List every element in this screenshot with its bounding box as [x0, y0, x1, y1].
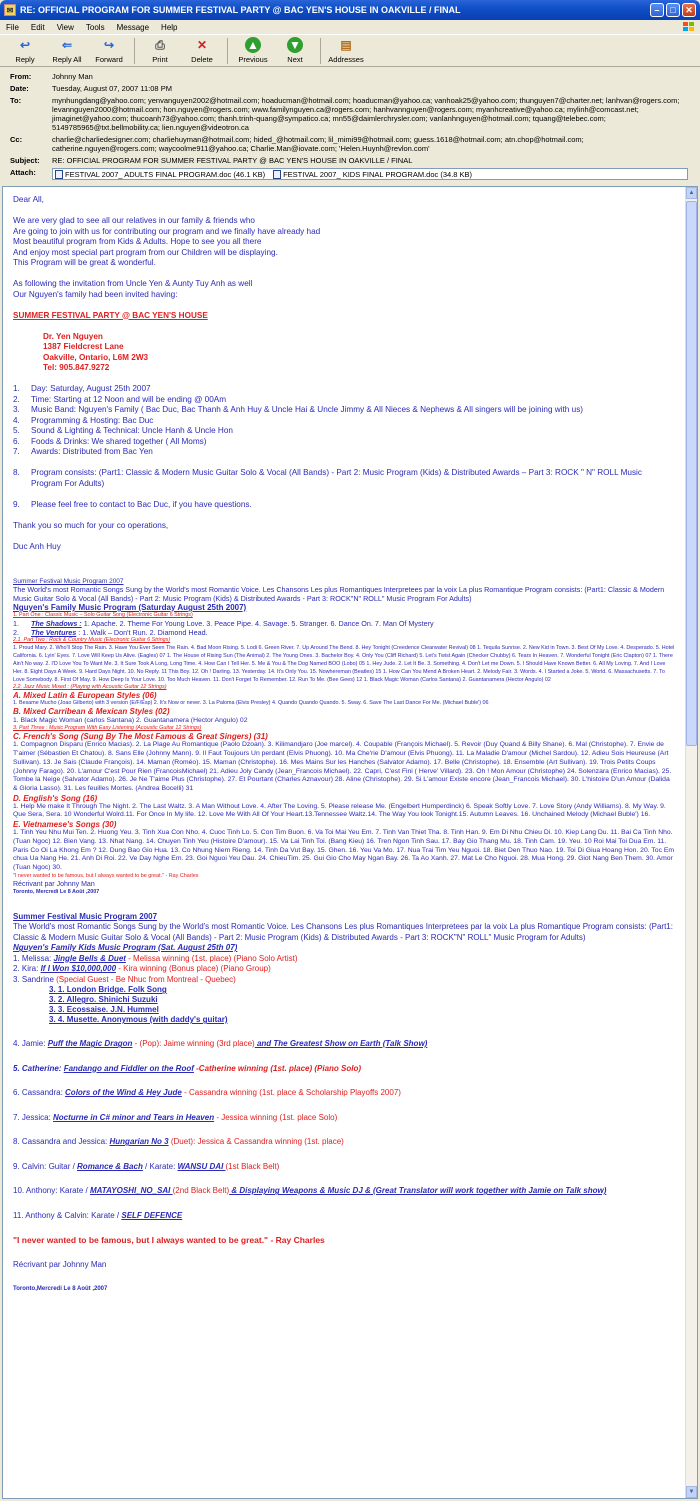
signoff: Duc Anh Huy: [13, 541, 61, 551]
menu-message[interactable]: Message: [116, 22, 150, 32]
invitation-letter: Dear All, We are very glad to see all our relatives in our family & friends who Are going to join with us for contributing our program and we finally have already had Most beautiful program from Kids & Adults. Hope to see you all there And enjoy most special part program from our Children will be displaying. This Program will be great & wonderful. As following the invitation from Uncle Yen & Aunty Tuy Anh as well Our Nguyen's family had been invited having: SUMMER FESTIVAL PARTY @ BAC YEN'S HOUSE Dr. Yen Nguyen 1387 Fieldcrest Lane Oakville, Ontario, L6M 2W3 Tel: 905.847.9272 1. Day: Saturday, August 25th 2007 2. Time: Starting at 12 Noon and will be ending @ 00Am 3. Music Band: Nguyen's Family ( Bac Duc, Bac Thanh & Anh Huy & Uncle Hai & Uncle Jimmy & All Nieces & Nephews & All singers will be joining with us) 4. Programming & Hosting: Bac Duc 5. Sound & Lighting & Technical: Uncle Hanh & Uncle Hon 6. Foods & Drinks: We shared together ( All Moms) 7. Awards: Distributed from Bac Yen 8. Program consists: (Part1: Classic & Modern Music Guitar Solo & Vocal (All Bands) - Part 2: Music Program (Kids) & Distributed Awards – Part 3: ROCK " N" ROLL Music Program For Adults) 9. Please feel free to contact to Bac Duc, if you have questions. Thank you so much for your co operations, Duc Anh Huy: [13, 195, 675, 552]
program-intro: The World's most Romantic Songs Sung by the World's most Romantic Voice. Les Chansons Les plus Romantiques Interpretees par la voix La plus Romantique Program consists: (Part1: Classic & Modern Music Guitar Solo & Vocal (All Bands) - Part 2: Music Program (Kids) & Distributed Awards - Part 3: ROCK"N" ROLL" Music Program For Adults): [13, 585, 665, 603]
rock-country-songs: 1. Proud Mary. 2. Who'll Stop The Rain. 3. Have You Ever Seen The Rain. 4. Bad Moon Rising. 5. Lodi 6. Green River. 7. Up Around The Bend. 8. Hey Tonight (Creedence Clearwater Revival) 08 1. Tequila Sunrise. 2. New Kid in Town. 3. Best Of My Love. 4. Desperado. 5. Hotel California. 6. Lyin' Eyes. 7. Love Will Keep Us Alive. (Eagles) 07 1. The House of Rising Sun (The Animal) 2. The Young Ones. 3. Bachelor Boy. 4. Only You (Cliff Richard) 5. Let's Twist Again (Checker Chubby) 6. Tears In Heaven. 7. Wonderful Tonight (Eric Clapton) 07 1. There Ain't No way. 2. I'D Love You To Want Me. 3. It Sure Took A Long, Long Time. 4. How Can I Tell Her. 5. Me & You & The Dog Named BOO (Lobo) 05 1. Hey Jude. 2. Let It Be. 3. Something. 4. Don't Let me Down. 5. I Should Have Known Better. 6. All My Loving. 7. And I Love Her. 8. Eight Days A Week. 9. Hard Days Night. 10. No Reply. 11 This Boy. 12. Oh ! Darling. 13. Yesterday. 14. It's Only You. 15. Nowhereman (Beatles) 15 1. How Can You Mend A Broken Heart. 2. Melody Fair. 3. Words. 4. I Started a Joke. 5. World. 6. Massachusetts. 7. To Love Somebody. 8. First Of May. 9. How Deep Is Your Love. 10. Too Much Heaven. 11. Don't Forget To Remember. 12. Run To Me. (Bee Gees) 12 1. Black Magic Woman (Carlos Santana) 2. Guantanamera (Hector Angulo) 02: [13, 645, 675, 684]
program-intro: The World's most Romantic Songs Sung by the World's most Romantic Voice. Les Chansons Les plus Romantiques Interpretees par la voix La plus Romantique Program consists: (Part1: Classic & Modern Music Guitar Solo & Vocal (All Bands) - Part 2: Music Program (Kids) & Distributed Awards - Part 3: ROCK"N" ROLL" Music Program for Adults): [13, 922, 673, 942]
program-heading: Nguyen's Family Music Program (Saturday August 25th 2007): [13, 603, 247, 612]
list-item: 7. Awards: Distributed from Bac Yen: [13, 447, 153, 456]
subject-label: Subject:: [10, 156, 40, 165]
from-value: Johnny Man: [52, 72, 93, 81]
kids-program: Summer Festival Music Program 2007 The World's most Romantic Songs Sung by the World's most Romantic Voice. Les Chansons Les plus Romantiques Interpretees par la voix La plus Romantique Program consists: (Part1: Classic & Modern Music Guitar Solo & Vocal (All Bands) - Part 2: Music Program (Kids) & Distributed Awards - Part 3: ROCK"N" ROLL" Music Program for Adults) Nguyen's Family Kids Music Program (Sat. August 25th 07) 1. Melissa: Jingle Bells & Duet - Melissa winning (1st. place) (Piano Solo Artist) 2. Kira: If I Won $10,000,000 - Kira winning (Bonus place) (Piano Group) 3. Sandrine (Special Guest - Be Nhuc from Montreal - Quebec) 3. 1. London Bridge. Folk Song 3. 2. Allegro. Shinichi Suzuki 3. 3. Ecossaise. J.N. Hummel 3. 4. Musette. Anonymous (with daddy's guitar) 4. Jamie: Puff the Magic Dragon - (Pop): Jaime winning (3rd place) and The Greatest Show on Earth (Talk Show) 5. Catherine: Fandango and Fiddler on the Roof -Catherine winning (1st. place) (Piano Solo) 6. Cassandra: Colors of the Wind & Hey Jude - Cassandra winning (1st. place & Scholarship Playoffs 2007) 7. Jessica: Nocturne in C# minor and Tears in Heaven - Jessica winning (1st. place Solo) 8. Cassandra and Jessica: Hungarian No 3 (Duet): Jessica & Cassandra winning (1st. place) 9. Calvin: Guitar / Romance & Bach / Karate: WANSU DAI (1st Black Belt) 10. Anthony: Karate / MATAYOSHI_NO_SAI (2nd Black Belt) & Displaying Weapons & Music DJ & (Great Translator will work together with Jamie on Talk show) 11. Anthony & Calvin: Karate / SELF DEFENCE "I never wanted to be famous, but I always wanted to be great." - Ray Charles Récrivant par Johnny Man Toronto,Mercredi Le 8 Août ,2007: [13, 912, 675, 1295]
to-value: mynhungdang@yahoo.com; yenvanguyen2002@hotmail.com; hoaducman@hotmail.com; hoaducman@yahoo.ca; vanhoak25@yahoo.com; thunguyen7@charter.net; lanhvan@rogers.com; levannguyen2000@hotmail.com; hon.nguyen@rogers.com; www.familynguyen.ca@rogers.com; hanhvannguyen@rogers.com; myanhcreative@yahoo.ca; mylinh@comcast.net; jimaginet@yahoo.com; thucoanh73@yahoo.com; thanh.trinh-quang@sympatico.ca; mn55@daimlerchrysler.com; vanlanhnguyen@hotmail.com; tquang@telebec.com; 5149785965@txt.bellmobility.ca; lien.nguyen@videotron.ca: [52, 96, 680, 132]
toolbar-separator: [134, 38, 135, 64]
scroll-up-icon[interactable]: ▲: [686, 187, 697, 199]
addresses-button[interactable]: ▤ Addresses: [328, 38, 364, 64]
attach-label: Attach:: [10, 168, 36, 177]
vertical-scrollbar[interactable]: [685, 187, 697, 1498]
toolbar-separator: [227, 38, 228, 64]
menu-tools[interactable]: Tools: [85, 22, 105, 32]
windows-logo-icon: [682, 21, 696, 33]
list-item: 9. Please feel free to contact to Bac Duc, if you have questions.: [13, 499, 252, 509]
close-button[interactable]: ✕: [682, 3, 696, 17]
cc-value: charlie@charliedesigner.com; charliehuyman@hotmail.com; hided_@hotmail.com; lil_mimi99@hotmail.com; guess.1618@hotmail.com; atn.chop@hotmail.com; catherine.nguyen@rogers.com; waycoolme911@yahoo.ca; Charlie.Man@iovate.com; 'Helen.Huynh@revlon.com': [52, 135, 584, 153]
scroll-down-icon[interactable]: ▼: [686, 1486, 697, 1498]
party-address: Dr. Yen Nguyen 1387 Fieldcrest Lane Oakville, Ontario, L6M 2W3 Tel: 905.847.9272: [43, 331, 149, 372]
list-item: 6. Foods & Drinks: We shared together ( All Moms): [13, 436, 207, 446]
menu-bar: [0, 20, 700, 35]
program-heading: Nguyen's Family Kids Music Program (Sat. August 25th 07): [13, 943, 238, 953]
forward-button[interactable]: ↪ Forward: [95, 38, 123, 64]
next-icon: ▼: [287, 37, 303, 53]
word-doc-icon: [55, 170, 63, 179]
french-songs: 1. Compagnon Disparu (Enrico Macias). 2. La Plage Au Romantique (Paolo Dzoan). 3. Kilimandjaro (Joe marcel). 4. Coupable (François Michael). 5. Revoir (Duy Quand & Billy Shane). 6. Mal (Christophe). 7. Envie de T'aimer (Sébastien Et Chatou). 8. Sans Elle (Johnny Mann). 9. Il Faut Toujours Un perdant (Elvis Phuong). 10. Ma Che'rie D'amour (Elvis Phuong). 11. La Maladie D'amour (Michel Sardou). 12. Adieu Sois Heureuse (Art Sullivan). 13. Je Sais (Claude François). 14. Maman (Roméo). 15. Maman (Christophe). 16. Mes Mains Sur les Hanches (Salvator Adamo). 17. Belle (Christophe). 18. Ensemble (Art Sullivan). 19. Trois Petits Coups (Johnny Farago). 20. L'amour C'est Pour Rien (FrancoisMichael) 21. Adieu Joly Candy (Jean_Francois Michael). 22. Capri, C'est Fini ( Herve' Villard). 23. Oh ! Mon Amour (Christophe) 24. Solenzara (Enrico Macias). 25. Tombe la Neige (Salvator Adamo). 26. Je Ne T'aime Plus (Christophe). 27. Et Pourtant (Charles Aznavour) 28. Aline (Christophe). 29. Si L'amour Existe encore (Jean_Francois Michael). 30. L'histoire D'un Amour (Dalida & Gloria Lasso). 31. Les feuilles Mortes. (Andrea Bocelli) 31: [13, 741, 672, 792]
cc-label: Cc:: [10, 135, 23, 144]
program-label: Summer Festival Music Program 2007: [13, 578, 124, 585]
print-button[interactable]: ⎙ Print: [152, 37, 168, 64]
menu-edit[interactable]: Edit: [30, 22, 45, 32]
thanks-line: Thank you so much for your co operations,: [13, 520, 169, 530]
message-body[interactable]: [2, 186, 698, 1499]
message-header: [0, 68, 700, 184]
date-value: Tuesday, August 07, 2007 11:08 PM: [52, 84, 172, 93]
list-item: 8. Program consists: (Part1: Classic & Modern Music Guitar Solo & Vocal (All Bands) - Part 2: Music Program (Kids) & Distributed Awards – Part 3: ROCK " N" ROLL Music Program For Adults): [13, 468, 642, 488]
toolbar-separator: [320, 38, 321, 64]
menu-file[interactable]: File: [6, 22, 19, 32]
message-content: [3, 187, 687, 1498]
event-details-list: [13, 384, 675, 458]
list-item: 4. Programming & Hosting: Bac Duc: [13, 415, 154, 425]
list-item: 2. Time: Starting at 12 Noon and will be ending @ 00Am: [13, 394, 227, 404]
window-title: RE: OFFICIAL PROGRAM FOR SUMMER FESTIVAL PARTY @ BAC YEN'S HOUSE IN OAKVILLE / FINAL: [20, 5, 461, 15]
maximize-button[interactable]: □: [666, 3, 680, 17]
delete-button[interactable]: ✕ Delete: [191, 38, 213, 64]
menu-view[interactable]: View: [56, 22, 74, 32]
from-label: From:: [10, 72, 32, 81]
vietnamese-songs: 1. Tinh Yeu Nhu Mui Ten. 2. Huong Yeu. 3. Tinh Xua Con Nho. 4. Cuoc Tinh Lo. 5. Con Tim Buon. 6. Va Toi Mai Yeu Em. 7. Tinh Van Thiet Tha. 8. Tinh Han. 9. Em Di Nhu Chieu Di. 10. Kiep Lang Du. 11. Bai Ca Tinh Nho. (Tuan Ngoc) 12. Bien Vang. 13. Nhat Nang. 14. Chuyen Tinh Yeu (Histoire D'amour). 15. Va Lai Tinh Toi. (Bang Kieu) 16. Tren Ngon Tinh Sau. 17. Bay Gio Thang Mu. 18. Tinh Cam. 19. Yeu. 10 Roi Mai Toi Dua Em. 11. Paris Co Oi La Khong Em ? 12. Dung Bao Gio Hua. 13. Co Nhung Niem Rieng. 14. Tinh Da Vut Bay. 15. Ghen. 16. Yeu Va Mo. 17. Nua Trai Tim Yeu Nguoi. 18. Biet Den Thuo Nao. 19. Toi Di Giua Hoang Hon. 20. Toc Em chua Ua Nang He. 21. Anh Di Roi. 22. Ve Day Nghe Em. 23. Goi Nguoi Yeu Dau. 24. ChieuTim. 25. Gui Gio Cho May Ngan Bay. 26. Ta Ao Xanh. 27. Mat Le Cho Nguoi. 28. Mua Hong. 29. Giot Nang Ben Them. 30. Amor (Tuan Ngoc) 30.: [13, 829, 675, 871]
scroll-thumb[interactable]: [686, 201, 697, 746]
toolbar: [0, 35, 700, 67]
english-songs: 1. Help Me make It Through The Night. 2. The Last Waltz. 3. A Man Without Love. 4. After The Loving. 5. Please release Me. (Engelbert Humperdinck) 6. Speak Softly Love. 7. Love Story (Andy Williams). 8. My Way. 9. Que Sera, Sera. 10 Wonderful Wolrd.11. For Once In My life. 12. Love Me With All Of Your Heart.13.Tennessee Waltz.14. The Way You look Tonight.15. Autumn Leaves. 16. Unchained Melody (Michael Buble') 16.: [13, 802, 666, 819]
quote: "I never wanted to be famous, but I always wanted to be great." - Ray Charles: [13, 1235, 325, 1246]
adult-program: Summer Festival Music Program 2007 The World's most Romantic Songs Sung by the World's most Romantic Voice. Les Chansons Les plus Romantiques Interpretees par la voix La plus Romantique Program consists: (Part1: Classic & Modern Music Guitar Solo & Vocal (All Bands) - Part 2: Music Program (Kids) & Distributed Awards - Part 3: ROCK"N" ROLL" Music Program For Adults) Nguyen's Family Music Program (Saturday August 25th 2007) 1. Part One : Classic Music – Solo Guitar Song (Electronic Guitar 6 Strings) 1. The Shadows : 1. Apache. 2. Theme For Young Love. 3. Peace Pipe. 4. Savage. 5. Stranger. 6. Dance On. 7. Man Of Mystery 2. The Ventures : 1. Walk – Don't Run. 2. Diamond Head. 2.1. Part Two : Rock & Country Music (Electronic Guitar 6 Strings) 1. Proud Mary. 2. Who'll Stop The Rain. 3. Have You Ever Seen The Rain. 4. Bad Moon Rising. 5. Lodi 6. Green River. 7. Up Around The Bend. 8. Hey Tonight (Creedence Clearwater Revival) 08 1. Tequila Sunrise. 2. New Kid in Town. 3. Best Of My Love. 4. Desperado. 5. Hotel California. 6. Lyin' Eyes. 7. Love Will Keep Us Alive. (Eagles) 07 1. The House of Rising Sun (The Animal) 2. The Young Ones. 3. Bachelor Boy. 4. Only You (Cliff Richard) 5. Let's Twist Again (Checker Chubby) 6. Tears In Heaven. 7. Wonderful Tonight (Eric Clapton) 07 1. There Ain't No way. 2. I'D Love You To Want Me. 3. It Sure Took A Long, Long Time. 4. How Can I Tell Her. 5. Me & You & The Dog Named BOO (Lobo) 05 1. Hey Jude. 2. Let It Be. 3. Something. 4. Don't Let me Down. 5. I Should Have Known Better. 6. All My Loving. 7. And I Love Her. 8. Eight Days A Week. 9. Hard Days Night. 10. No Reply. 11 This Boy. 12. Oh ! Darling. 13. Yesterday. 14. It's Only You. 15. Nowhereman (Beatles) 15 1. How Can You Mend A Broken Heart. 2. Melody Fair. 3. Words. 4. I Started a Joke. 5. World. 6. Massachusetts. 7. To Love Somebody. 8. First Of May. 9. How Deep Is Your Love. 10. Too Much Heaven. 11. Don't Forget To Remember. 12. Run To Me. (Bee Gees) 12 1. Black Magic Woman (Carlos Santana) 2. Guantanamera (Hector Angulo) 02 2.2. Jazz Music Mixed : (Playing with Acoustic Guitar 12 Strings) A. Mixed Latin & European Styles (06) 1. Besame Mucho (Joao Gilberto) with 3 version (E/F/Esp) 2. It's Now or never. 3. La Paloma (Elvis Presley) 4. Quando Quando Quando. 5. Sway. 6. Save The Last Dance For Me. (Michael Buble') 06 B. Mixed Carribean & Mexican Styles (02) 1. Black Magic Woman (carlos Santana) 2. Guantanamera (Hector Angulo) 02 3. Part Three : Music Program With Easy Listening (Acoustic Guitar 12 Strings) C. French's Song (Sung By The Most Famous & Great Singers) (31) 1. Compagnon Disparu (Enrico Macias). 2. La Plage Au Romantique (Paolo Dzoan). 3. Kilimandjaro (Joe marcel). 4. Coupable (François Michael). 5. Revoir (Duy Quand & Billy Shane). 6. Mal (Christophe). 7. Envie de T'aimer (Sébastien Et Chatou). 8. Sans Elle (Johnny Mann). 9. Il Faut Toujours Un perdant (Elvis Phuong). 10. Ma Che'rie D'amour (Elvis Phuong). 11. La Maladie D'amour (Michel Sardou). 12. Adieu Sois Heureuse (Art Sullivan). 13. Je Sais (Claude François). 14. Maman (Roméo). 15. Maman (Christophe). 16. Mes Mains Sur les Hanches (Salvator Adamo). 17. Belle (Christophe). 18. Ensemble (Art Sullivan). 19. Trois Petits Coups (Johnny Farago). 20. L'amour C'est Pour Rien (FrancoisMichael) 21. Adieu Joly Candy (Jean_Francois Michael). 22. Capri, C'est Fini ( Herve' Villard). 23. Oh ! Mon Amour (Christophe) 24. Solenzara (Enrico Macias). 25. Tombe la Neige (Salvator Adamo). 26. Je Ne T'aime Plus (Christophe). 27. Et Pourtant (Charles Aznavour) 28. Aline (Christophe). 29. Si L'amour Existe encore (Jean_Francois Michael). 30. L'histoire D'un Amour (Dalida & Gloria Lasso). 31. Les feuilles Mortes. (Andrea Bocelli) 31 D. English's Song (16) 1. Help Me make It Through The Night. 2. The Last Waltz. 3. A Man Without Love. 4. After The Loving. 5. Please release Me. (Engelbert Humperdinck) 6. Speak Softly Love. 7. Love Story (Andy Williams). 8. My Way. 9. Que Sera, Sera. 10 Wonderful Wolrd.11. For Once In My life. 12. Love Me With All Of Your Heart.13.Tennessee Waltz.14. The Way You look Tonight.15. Autumn Leaves. 16. Unchained Melody (Michael Buble') 16. E. Vietnamese's Songs (30) 1. Tinh Yeu Nhu Mui Ten. 2. Huong Yeu. 3. Tinh Xua Con Nho. 4. Cuoc Tinh Lo. 5. Con Tim Buon. 6. Va Toi Mai Yeu Em. 7. Tinh Van Thiet Tha. 8. Tinh Han. 9. Em Di Nhu Chieu Di. 10. Kiep Lang Du. 11. Bai Ca Tinh Nho. (Tuan Ngoc) 12. Bien Vang. 13. Nhat Nang. 14. Chuyen Tinh Yeu (Histoire D'amour). 15. Va Lai Tinh Toi. (Bang Kieu) 16. Tren Ngon Tinh Sau. 17. Bay Gio Thang Mu. 18. Tinh Cam. 19. Yeu. 10 Roi Mai Toi Dua Em. 11. Paris Co Oi La Khong Em ? 12. Dung Bao Gio Hua. 13. Co Nhung Niem Rieng. 14. Tinh Da Vut Bay. 15. Ghen. 16. Yeu Va Mo. 17. Nua Trai Tim Yeu Nguoi. 18. Biet Den Thuo Nao. 19. Toi Di Giua Hoang Hon. 20. Toc Em chua Ua Nang He. 21. Anh Di Roi. 22. Ve Day Nghe Em. 23. Goi Nguoi Yeu Dau. 24. ChieuTim. 25. Gui Gio Cho May Ngan Bay. 26. Ta Ao Xanh. 27. Mat Le Cho Nguoi. 28. Mua Hong. 29. Giot Nang Ben Them. 30. Amor (Tuan Ngoc) 30. "I never wanted to be famous, but I always wanted to be great." - Ray Charles Récrivant par Johnny Man Toronto, Mercredi Le 8 Août ,2007: [13, 578, 675, 895]
minimize-button[interactable]: –: [650, 3, 664, 17]
attachment-item[interactable]: FESTIVAL 2007_ KIDS FINAL PROGRAM.doc (34.8 KB): [273, 170, 472, 179]
reply-button[interactable]: ↩ Reply: [15, 38, 35, 64]
envelope-icon: ✉: [4, 4, 16, 16]
previous-icon: ▲: [245, 37, 261, 53]
list-item: 5. Sound & Lighting & Technical: Uncle Hanh & Uncle Hon: [13, 426, 233, 435]
delete-icon: ✕: [196, 38, 208, 52]
program-label: Summer Festival Music Program 2007: [13, 911, 158, 921]
forward-icon: ↪: [103, 38, 115, 52]
subject-value: RE: OFFICIAL PROGRAM FOR SUMMER FESTIVAL PARTY @ BAC YEN'S HOUSE IN OAKVILLE / FINAL: [52, 156, 413, 165]
greeting: Dear All,: [13, 195, 44, 204]
list-item: 1. Day: Saturday, August 25th 2007: [13, 384, 151, 393]
reply-all-icon: ⇐: [61, 38, 73, 52]
reply-icon: ↩: [19, 38, 31, 52]
address-book-icon: ▤: [340, 38, 352, 52]
reply-all-button[interactable]: ⇐ Reply All: [52, 38, 82, 64]
previous-button[interactable]: ▲ Previous: [238, 38, 268, 64]
party-title: SUMMER FESTIVAL PARTY @ BAC YEN'S HOUSE: [13, 310, 208, 320]
next-button[interactable]: ▼ Next: [287, 38, 303, 64]
word-doc-icon: [273, 170, 281, 179]
date-label: Date:: [10, 84, 29, 93]
menu-help[interactable]: Help: [161, 22, 178, 32]
to-label: To:: [10, 96, 22, 105]
print-icon: ⎙: [155, 37, 165, 52]
list-item: 3. Music Band: Nguyen's Family ( Bac Duc, Bac Thanh & Anh Huy & Uncle Hai & Uncle Jimmy & All Nieces & Nephews & All singers will be joining with us): [13, 405, 584, 414]
attachment-item[interactable]: FESTIVAL 2007_ ADULTS FINAL PROGRAM.doc (46.1 KB): [55, 170, 265, 179]
title-bar: [0, 0, 700, 20]
attachment-list: [52, 168, 688, 180]
